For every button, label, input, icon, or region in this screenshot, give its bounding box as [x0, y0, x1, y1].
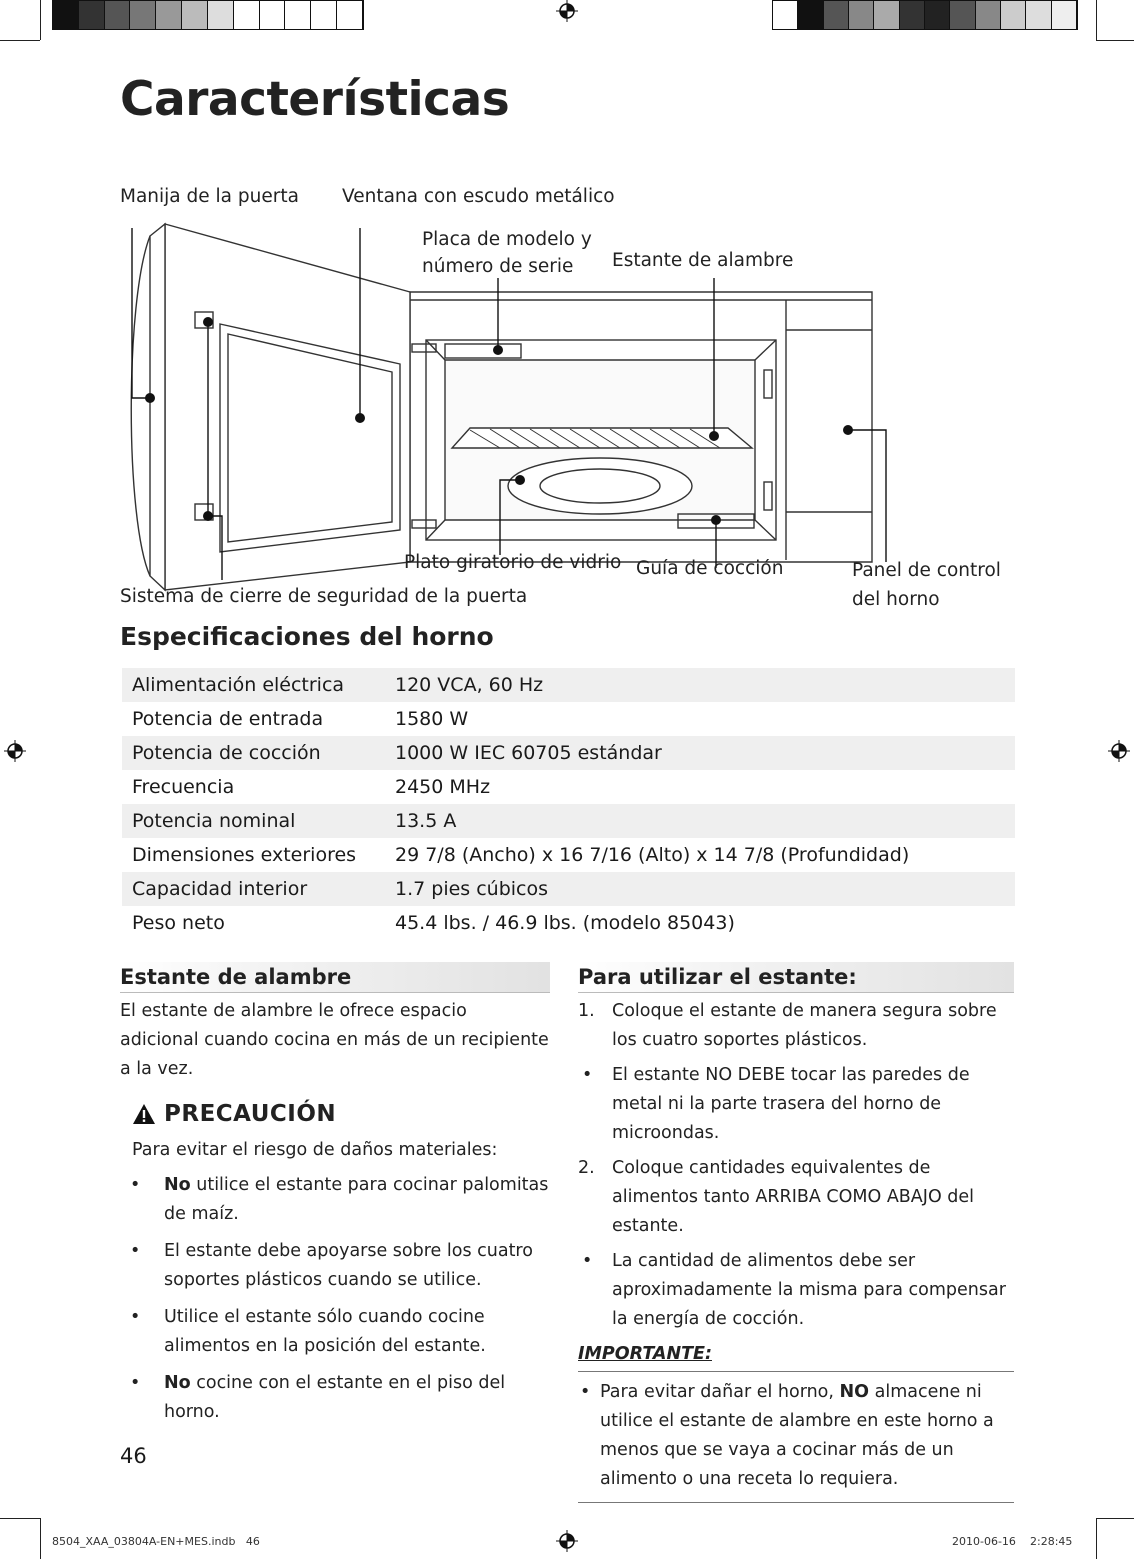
spec-row	[122, 668, 1015, 702]
step-2	[578, 1154, 1014, 1241]
spec-label: Dimensiones exteriores	[132, 844, 357, 866]
spec-row	[122, 872, 1015, 906]
bullet: •	[580, 1382, 591, 1402]
spec-value: 1580 W	[395, 708, 469, 730]
list-item-text: El estante debe apoyarse sobre los cuatro soportes plásticos cuando se utilice.	[164, 1241, 533, 1290]
registration-mark-icon	[4, 740, 26, 762]
step-2-sub-text: La cantidad de alimentos debe ser aproximadamente la misma para compensar la energía de cocción.	[612, 1251, 1006, 1329]
step-2-sub	[578, 1247, 1014, 1334]
important-box	[578, 1371, 1014, 1503]
spec-label: Potencia nominal	[132, 810, 296, 832]
label-door-lock: Sistema de cierre de seguridad de la puerta	[120, 586, 528, 607]
precaution-label: PRECAUCIÓN	[164, 1101, 337, 1127]
label-control-panel-line1: Panel de control	[852, 560, 1001, 581]
bullet: •	[130, 1307, 141, 1327]
wire-rack-heading: Estante de alambre	[120, 962, 550, 993]
spec-row	[122, 838, 1015, 872]
crop-mark	[1096, 1518, 1134, 1519]
bullet: •	[582, 1065, 593, 1085]
label-wire-rack: Estante de alambre	[612, 250, 794, 271]
bullet: •	[130, 1373, 141, 1393]
registration-mark-icon	[556, 1530, 578, 1552]
list-item	[120, 1171, 550, 1229]
spec-row	[122, 702, 1015, 736]
precaution-header	[132, 1092, 550, 1136]
spec-value: 2450 MHz	[395, 776, 491, 798]
label-control-panel-line2: del horno	[852, 589, 940, 610]
crop-mark	[0, 1518, 40, 1519]
registration-mark-icon	[1108, 740, 1130, 762]
label-window: Ventana con escudo metálico	[342, 186, 615, 207]
spec-row	[122, 906, 1015, 940]
wire-rack-section	[120, 962, 550, 1435]
list-item-text: utilice el estante para cocinar palomitas de maíz.	[164, 1175, 549, 1224]
using-rack-heading: Para utilizar el estante:	[578, 962, 1014, 993]
label-cooking-guide: Guía de cocción	[636, 558, 784, 579]
important-bold: NO	[839, 1382, 870, 1402]
spec-value: 13.5 A	[395, 810, 457, 832]
label-model-plate-line1: Placa de modelo y	[422, 229, 592, 250]
emphasis: No	[164, 1373, 191, 1393]
spec-value: 1.7 pies cúbicos	[395, 878, 549, 900]
spec-value: 1000 W IEC 60705 estándar	[395, 742, 662, 764]
spec-value: 29 7/8 (Ancho) x 16 7/16 (Alto) x 14 7/8 (Profundidad)	[395, 844, 910, 866]
using-rack-steps	[578, 997, 1014, 1503]
emphasis: No	[164, 1175, 191, 1195]
spec-label: Potencia de cocción	[132, 742, 321, 764]
list-item	[120, 1237, 550, 1295]
list-item	[120, 1369, 550, 1427]
label-door-handle: Manija de la puerta	[120, 186, 299, 207]
precaution-list	[120, 1171, 550, 1427]
spec-value: 120 VCA, 60 Hz	[395, 674, 544, 696]
important-post: almacene ni utilice el estante de alambre en este horno a menos que se vaya a cocinar más de un alimento o una receta lo requiera.	[600, 1382, 994, 1489]
bullet: •	[130, 1241, 141, 1261]
precaution-intro: Para evitar el riesgo de daños materiales:	[132, 1140, 498, 1160]
bullet: •	[130, 1175, 141, 1195]
spec-label: Alimentación eléctrica	[132, 674, 345, 696]
wire-rack-intro: El estante de alambre le ofrece espacio adicional cuando cocina en más de un recipiente a la vez.	[120, 1001, 549, 1079]
warning-triangle-icon	[132, 1103, 156, 1125]
list-item-text: cocine con el estante en el piso del horno.	[164, 1373, 506, 1422]
step-1-sub-text: El estante NO DEBE tocar las paredes de metal ni la parte trasera del horno de microondas.	[612, 1065, 970, 1143]
page-title: Características	[120, 72, 510, 127]
important-label: IMPORTANTE:	[578, 1344, 712, 1364]
important-item	[578, 1378, 1014, 1494]
spec-row	[122, 804, 1015, 838]
list-item-text: Utilice el estante sólo cuando cocine alimentos en la posición del estante.	[164, 1307, 486, 1356]
crop-mark	[1096, 1518, 1097, 1559]
page-number: 46	[120, 1444, 147, 1468]
label-control-panel	[852, 556, 1001, 614]
footer-file: 8504_XAA_03804A-EN+MES.indb 46	[52, 1535, 260, 1548]
footer-time: 2:28:45	[1030, 1535, 1073, 1548]
spec-row	[122, 736, 1015, 770]
spec-label: Frecuencia	[132, 776, 235, 798]
microwave-diagram	[0, 0, 1134, 620]
step-2-text: Coloque cantidades equivalentes de alimentos tanto ARRIBA COMO ABAJO del estante.	[612, 1158, 975, 1236]
footer-date: 2010-06-16	[952, 1535, 1016, 1548]
step-1-number: 1.	[578, 1001, 595, 1021]
step-1	[578, 997, 1014, 1055]
label-model-plate	[422, 226, 592, 280]
crop-mark	[40, 1518, 41, 1559]
step-1-text: Coloque el estante de manera segura sobre los cuatro soportes plásticos.	[612, 1001, 997, 1050]
label-turntable: Plato giratorio de vidrio	[404, 552, 622, 573]
step-2-number: 2.	[578, 1158, 595, 1178]
spec-label: Potencia de entrada	[132, 708, 324, 730]
bullet: •	[582, 1251, 593, 1271]
using-rack-section	[578, 962, 1014, 1503]
spec-value: 45.4 lbs. / 46.9 lbs. (modelo 85043)	[395, 912, 735, 934]
label-model-plate-line2: número de serie	[422, 256, 574, 277]
specs-table	[122, 668, 1015, 940]
step-1-sub	[578, 1061, 1014, 1148]
spec-label: Peso neto	[132, 912, 225, 934]
spec-row	[122, 770, 1015, 804]
list-item	[120, 1303, 550, 1361]
spec-label: Capacidad interior	[132, 878, 308, 900]
specs-heading: Especificaciones del horno	[120, 622, 494, 651]
important-pre: Para evitar dañar el horno,	[600, 1382, 840, 1402]
